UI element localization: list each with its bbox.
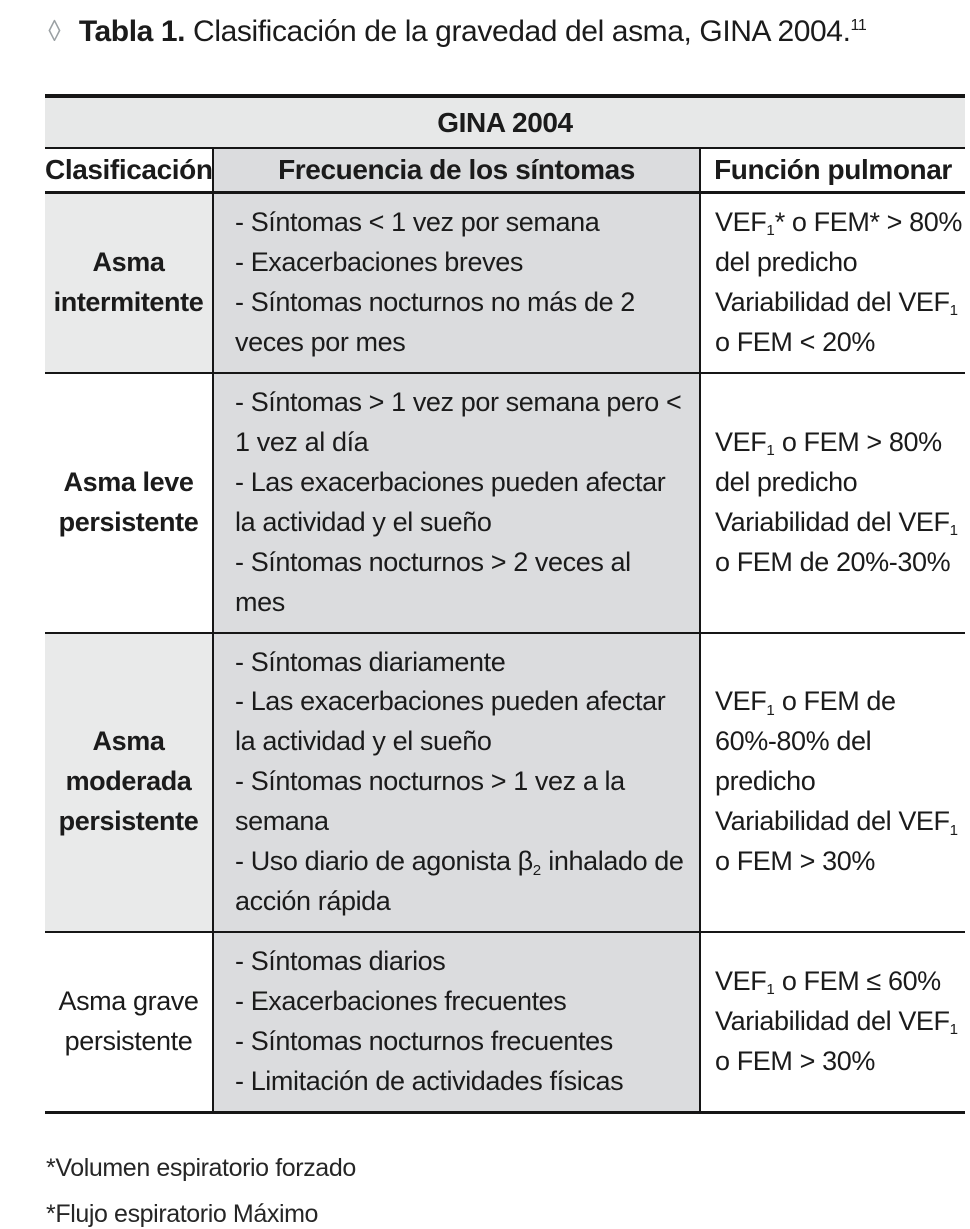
symptom-item: - Síntomas diariamente [235, 646, 506, 677]
symptom-item: - Síntomas nocturnos > 2 veces al mes [235, 546, 631, 617]
classification-cell: Asma intermitente [45, 193, 213, 373]
caption-citation: 11 [850, 17, 867, 34]
classification-cell: Asma leve persistente [45, 373, 213, 633]
table-row-asma-moderada-persistente [45, 633, 965, 933]
symptom-item: - Limitación de actividades físicas [235, 1066, 624, 1097]
lung-function-line: $VEF_1$ o FEM > 80% del predicho [715, 426, 942, 497]
symptom-item: - Síntomas nocturnos frecuentes [235, 1026, 613, 1057]
classification-cell: Asma moderada persistente [45, 633, 213, 933]
symptom-item: - Las exacerbaciones pueden afectar la actividad y el sueño [235, 466, 666, 537]
lung-function-line: Variabilidad del $VEF_1$ o FEM de 20%-30% [715, 506, 959, 577]
caption-body: Clasificación de la gravedad del asma, GINA 2004. [185, 15, 851, 48]
table-row-asma-grave-persistente [45, 932, 965, 1112]
lung-function-line: $VEF_1$ o FEM de 60%-80% del predicho [715, 686, 896, 797]
lung-function-cell [700, 193, 965, 373]
gina-2004-table [45, 94, 965, 1114]
lung-function-cell [700, 932, 965, 1112]
symptoms-cell [213, 633, 700, 933]
group-header-cell: GINA 2004 [45, 96, 965, 148]
symptom-item: - Síntomas > 1 vez por semana pero < 1 vez al día [235, 386, 682, 457]
symptom-item: - Síntomas nocturnos no más de 2 veces por mes [235, 286, 635, 357]
table-caption [45, 14, 965, 50]
group-header-row [45, 96, 965, 148]
symptoms-cell [213, 193, 700, 373]
symptom-item: - Síntomas < 1 vez por semana [235, 207, 600, 237]
lung-function-line: Variabilidad del $VEF_1$ o FEM > 30% [715, 806, 959, 877]
column-header-row [45, 148, 965, 193]
symptom-item: - Exacerbaciones breves [235, 246, 523, 277]
lung-function-line: $VEF_1$ o FEM ≤ 60% [715, 966, 941, 999]
symptom-item: - Uso diario de agonista $\beta_2$ inhalado de acción rápida [235, 846, 684, 917]
lung-function-cell [700, 373, 965, 633]
lung-function-line: Variabilidad del $VEF_1$ o FEM < 20% [715, 286, 959, 357]
footnotes [45, 1154, 965, 1229]
lung-function-line: $VEF_1*$ o FEM* > 80% del predicho [715, 207, 962, 277]
caption-label: Tabla 1. [78, 15, 186, 48]
column-header-funcion: Función pulmonar [700, 148, 965, 193]
lung-function-cell [700, 633, 965, 933]
column-header-frecuencia: Frecuencia de los síntomas [213, 148, 700, 193]
footnote-volumen: *Volumen espiratorio forzado [46, 1154, 356, 1183]
caption-text [79, 14, 867, 50]
table-row-asma-leve-persistente [45, 373, 965, 633]
column-header-clasificacion: Clasificación [45, 148, 213, 193]
lung-function-line: Variabilidad del $VEF_1$ o FEM > 30% [715, 1006, 959, 1077]
symptom-item: - Síntomas diarios [235, 946, 446, 977]
symptoms-cell [213, 932, 700, 1112]
symptom-item: - Síntomas nocturnos > 1 vez a la semana [235, 766, 625, 837]
symptom-item: - Las exacerbaciones pueden afectar la actividad y el sueño [235, 686, 666, 757]
symptom-item: - Exacerbaciones frecuentes [235, 986, 567, 1017]
footnote-flujo: *Flujo espiratorio Máximo [46, 1200, 319, 1229]
diamond-bullet-icon: ◊ [48, 15, 61, 48]
symptoms-cell [213, 373, 700, 633]
classification-cell: Asma grave persistente [45, 932, 213, 1112]
table-row-asma-intermitente [45, 193, 965, 373]
